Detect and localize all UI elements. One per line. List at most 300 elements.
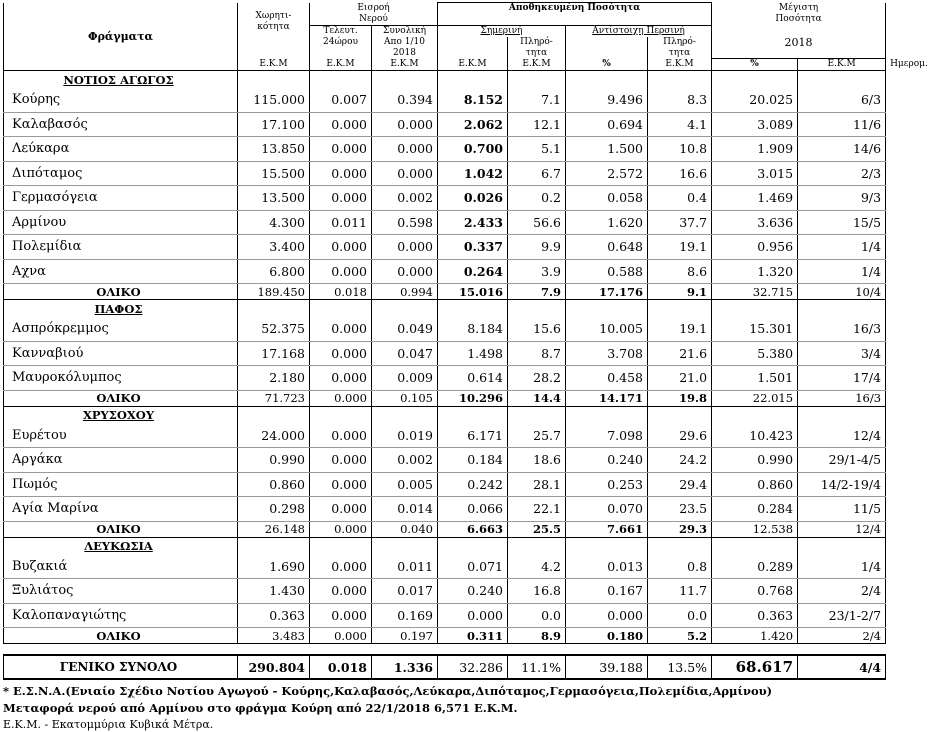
column-header-today: Σημερινή — [438, 25, 566, 37]
value-cell: 0.013 — [566, 555, 648, 579]
value-cell: 0.000 — [310, 341, 372, 366]
value-cell: 0.002 — [372, 448, 438, 473]
table-row — [4, 448, 886, 473]
value-cell — [310, 71, 372, 89]
value-cell — [566, 537, 648, 555]
value-cell: 11/5 — [798, 497, 886, 522]
value-cell: 0.000 — [372, 137, 438, 162]
value-cell: 29.4 — [648, 472, 712, 497]
column-header-fill-today: Πληρό- τητα — [508, 37, 566, 59]
value-cell: 15.6 — [508, 317, 566, 341]
value-cell — [238, 300, 310, 318]
value-cell: 0.768 — [712, 579, 798, 604]
value-cell: 25.5 — [508, 521, 566, 537]
dam-name: Κανναβιού — [4, 341, 238, 366]
value-cell: 24.000 — [238, 424, 310, 448]
value-cell: 32.286 — [438, 655, 508, 679]
column-header-inflow: Εισροή Νερού — [310, 3, 438, 26]
value-cell: 1.909 — [712, 137, 798, 162]
value-cell: 0.289 — [712, 555, 798, 579]
value-cell: 28.2 — [508, 366, 566, 391]
section-row — [4, 537, 886, 555]
value-cell — [310, 537, 372, 555]
value-cell — [238, 537, 310, 555]
value-cell: 0.197 — [372, 628, 438, 644]
value-cell: 8.9 — [508, 628, 566, 644]
value-cell: 3.400 — [238, 235, 310, 260]
value-cell: 0.000 — [310, 424, 372, 448]
value-cell: 17.176 — [566, 284, 648, 300]
value-cell: 1.430 — [238, 579, 310, 604]
value-cell: 10.296 — [438, 390, 508, 406]
table-row — [4, 341, 886, 366]
value-cell: 0.000 — [310, 137, 372, 162]
total-row — [4, 521, 886, 537]
value-cell: 8.152 — [438, 88, 508, 112]
value-cell: 0.240 — [438, 579, 508, 604]
dam-name: Καλαβασός — [4, 112, 238, 137]
value-cell: 16/3 — [798, 317, 886, 341]
value-cell: 11/6 — [798, 112, 886, 137]
column-header-ekm-today — [438, 37, 508, 59]
value-cell: 22.1 — [508, 497, 566, 522]
column-header-unit: Ε.Κ.Μ — [372, 59, 438, 71]
value-cell: 0.049 — [372, 317, 438, 341]
value-cell: 8.7 — [508, 341, 566, 366]
value-cell: 0.000 — [310, 603, 372, 628]
value-cell: 0.000 — [310, 521, 372, 537]
value-cell: 0.000 — [372, 161, 438, 186]
column-header-max-year: 2018 — [712, 37, 886, 59]
section-row — [4, 406, 886, 424]
value-cell: 0.000 — [310, 366, 372, 391]
value-cell: 0.000 — [372, 112, 438, 137]
value-cell: 13.5% — [648, 655, 712, 679]
value-cell: 0.169 — [372, 603, 438, 628]
value-cell: 0.009 — [372, 366, 438, 391]
value-cell: 6.171 — [438, 424, 508, 448]
value-cell: 32.715 — [712, 284, 798, 300]
value-cell: 0.956 — [712, 235, 798, 260]
value-cell: 0.284 — [712, 497, 798, 522]
value-cell: 0.240 — [566, 448, 648, 473]
column-header-unit: Ε.Κ.Μ — [310, 59, 372, 71]
dam-name: Αργάκα — [4, 448, 238, 473]
value-cell: 0.105 — [372, 390, 438, 406]
value-cell: 0.994 — [372, 284, 438, 300]
value-cell — [798, 537, 886, 555]
table-row — [4, 137, 886, 162]
column-header-unit: Ε.Κ.Μ — [648, 59, 712, 71]
value-cell — [438, 300, 508, 318]
value-cell: 0.167 — [566, 579, 648, 604]
dam-name: Βυζακιά — [4, 555, 238, 579]
column-header-fill-last: Πληρό- τητα — [648, 37, 712, 59]
value-cell: 21.0 — [648, 366, 712, 391]
value-cell: 4.300 — [238, 210, 310, 235]
value-cell: 15.500 — [238, 161, 310, 186]
total-row — [4, 284, 886, 300]
value-cell: 5.380 — [712, 341, 798, 366]
value-cell: 0.588 — [566, 259, 648, 284]
dam-storage-table — [3, 2, 928, 680]
value-cell: 0.8 — [648, 555, 712, 579]
value-cell: 0.000 — [310, 555, 372, 579]
section-row — [4, 300, 886, 318]
value-cell — [798, 406, 886, 424]
column-header-unit: Ε.Κ.Μ — [438, 59, 508, 71]
value-cell: 0.184 — [438, 448, 508, 473]
value-cell — [508, 406, 566, 424]
value-cell: 37.7 — [648, 210, 712, 235]
value-cell: 189.450 — [238, 284, 310, 300]
value-cell: 7.9 — [508, 284, 566, 300]
value-cell: 2/4 — [798, 579, 886, 604]
value-cell: 7.661 — [566, 521, 648, 537]
value-cell: 0.000 — [310, 472, 372, 497]
value-cell — [712, 406, 798, 424]
value-cell — [648, 406, 712, 424]
value-cell: 25.7 — [508, 424, 566, 448]
value-cell: 0.000 — [310, 579, 372, 604]
table-row — [4, 424, 886, 448]
value-cell: 0.264 — [438, 259, 508, 284]
column-header-unit: Ε.Κ.Μ — [798, 59, 886, 71]
column-header-capacity: Χωρητι- κότητα — [238, 3, 310, 59]
value-cell: 290.804 — [238, 655, 310, 679]
dam-name: Ασπρόκρεμμος — [4, 317, 238, 341]
value-cell: 0.000 — [566, 603, 648, 628]
value-cell — [566, 300, 648, 318]
dam-name: Ξυλιάτος — [4, 579, 238, 604]
value-cell: 1.469 — [712, 186, 798, 211]
footnote-units: Ε.Κ.Μ. - Εκατομμύρια Κυβικά Μέτρα. — [3, 718, 214, 731]
value-cell: 1.498 — [438, 341, 508, 366]
value-cell: 0.071 — [438, 555, 508, 579]
value-cell — [798, 71, 886, 89]
value-cell: 0.017 — [372, 579, 438, 604]
value-cell: 3/4 — [798, 341, 886, 366]
value-cell: 10.8 — [648, 137, 712, 162]
value-cell: 23.5 — [648, 497, 712, 522]
value-cell — [372, 406, 438, 424]
value-cell: 1.042 — [438, 161, 508, 186]
value-cell: 21.6 — [648, 341, 712, 366]
value-cell: 2.433 — [438, 210, 508, 235]
value-cell: 9.496 — [566, 88, 648, 112]
value-cell — [648, 300, 712, 318]
value-cell: 0.990 — [238, 448, 310, 473]
value-cell: 0.000 — [438, 603, 508, 628]
value-cell — [712, 71, 798, 89]
value-cell: 52.375 — [238, 317, 310, 341]
dam-name: Πωμός — [4, 472, 238, 497]
value-cell — [372, 71, 438, 89]
value-cell: 0.000 — [310, 259, 372, 284]
section-title: ΛΕΥΚΩΣΙΑ — [4, 537, 238, 555]
value-cell: 6.7 — [508, 161, 566, 186]
value-cell: 0.000 — [372, 235, 438, 260]
value-cell: 13.850 — [238, 137, 310, 162]
value-cell: 1.500 — [566, 137, 648, 162]
value-cell: 19.1 — [648, 235, 712, 260]
value-cell: 0.070 — [566, 497, 648, 522]
value-cell: 5.2 — [648, 628, 712, 644]
value-cell — [372, 300, 438, 318]
dam-name: Καλοπαναγιώτης — [4, 603, 238, 628]
dam-name: Αγία Μαρίνα — [4, 497, 238, 522]
value-cell: 0.363 — [238, 603, 310, 628]
value-cell: 0.000 — [310, 628, 372, 644]
value-cell: 115.000 — [238, 88, 310, 112]
value-cell: 0.002 — [372, 186, 438, 211]
table-row — [4, 555, 886, 579]
value-cell: 71.723 — [238, 390, 310, 406]
value-cell: 29.3 — [648, 521, 712, 537]
dam-name: Κούρης — [4, 88, 238, 112]
value-cell: 6.663 — [438, 521, 508, 537]
value-cell: 2/4 — [798, 628, 886, 644]
value-cell: 0.614 — [438, 366, 508, 391]
value-cell: 0.458 — [566, 366, 648, 391]
value-cell: 0.253 — [566, 472, 648, 497]
section-row — [4, 71, 886, 89]
value-cell: 9.1 — [648, 284, 712, 300]
value-cell — [566, 71, 648, 89]
table-row — [4, 366, 886, 391]
value-cell: 16/3 — [798, 390, 886, 406]
value-cell — [238, 71, 310, 89]
value-cell: 0.990 — [712, 448, 798, 473]
value-cell: 16.8 — [508, 579, 566, 604]
value-cell — [438, 71, 508, 89]
value-cell: 1.320 — [712, 259, 798, 284]
value-cell: 20.025 — [712, 88, 798, 112]
table-row — [4, 186, 886, 211]
value-cell: 0.000 — [310, 497, 372, 522]
table-body — [4, 71, 886, 680]
value-cell: 10.005 — [566, 317, 648, 341]
dam-name: Μαυροκόλυμπος — [4, 366, 238, 391]
value-cell — [798, 300, 886, 318]
value-cell: 4.1 — [648, 112, 712, 137]
value-cell: 5.1 — [508, 137, 566, 162]
value-cell: 0.4 — [648, 186, 712, 211]
value-cell: 0.363 — [712, 603, 798, 628]
table-row — [4, 317, 886, 341]
value-cell: 0.180 — [566, 628, 648, 644]
value-cell: 0.298 — [238, 497, 310, 522]
value-cell: 18.6 — [508, 448, 566, 473]
value-cell: 1/4 — [798, 555, 886, 579]
value-cell: 14/2-19/4 — [798, 472, 886, 497]
table-row — [4, 497, 886, 522]
value-cell: 22.015 — [712, 390, 798, 406]
value-cell: 1.336 — [372, 655, 438, 679]
total-row — [4, 390, 886, 406]
value-cell: 14.4 — [508, 390, 566, 406]
value-cell: 3.636 — [712, 210, 798, 235]
value-cell: 0.040 — [372, 521, 438, 537]
value-cell: 1.620 — [566, 210, 648, 235]
value-cell: 0.000 — [310, 235, 372, 260]
value-cell: 0.066 — [438, 497, 508, 522]
value-cell: 23/1-2/7 — [798, 603, 886, 628]
value-cell: 11.1% — [508, 655, 566, 679]
value-cell — [508, 300, 566, 318]
value-cell: 68.617 — [712, 655, 798, 679]
value-cell: 29/1-4/5 — [798, 448, 886, 473]
value-cell: 0.860 — [238, 472, 310, 497]
column-header-stored: Αποθηκευμένη Ποσότητα — [438, 3, 712, 26]
value-cell: 0.011 — [310, 210, 372, 235]
value-cell: 0.694 — [566, 112, 648, 137]
value-cell: 28.1 — [508, 472, 566, 497]
value-cell: 11.7 — [648, 579, 712, 604]
value-cell: 0.058 — [566, 186, 648, 211]
value-cell: 10/4 — [798, 284, 886, 300]
value-cell: 0.018 — [310, 655, 372, 679]
value-cell: 26.148 — [238, 521, 310, 537]
value-cell: 24.2 — [648, 448, 712, 473]
section-title: ΠΑΦΟΣ — [4, 300, 238, 318]
column-header-unit: % — [566, 59, 648, 71]
value-cell: 9.9 — [508, 235, 566, 260]
dam-name: ΟΛΙΚΟ — [4, 284, 238, 300]
value-cell: 0.311 — [438, 628, 508, 644]
value-cell: 1.420 — [712, 628, 798, 644]
dam-name: ΟΛΙΚΟ — [4, 521, 238, 537]
column-header-last-year: Αντίστοιχη Περσινή — [566, 25, 712, 37]
dam-name: Γερμασόγεια — [4, 186, 238, 211]
value-cell: 0.047 — [372, 341, 438, 366]
total-row — [4, 628, 886, 644]
footnote-transfer: Μεταφορά νερού από Αρμίνου στο φράγμα Κούρη από 22/1/2018 6,571 Ε.Κ.Μ. — [3, 701, 518, 715]
value-cell: 29.6 — [648, 424, 712, 448]
column-header-max: Μέγιστη Ποσότητα — [712, 3, 886, 37]
value-cell — [438, 537, 508, 555]
column-header-total-since: Συνολική Απο 1/10 2018 — [372, 25, 438, 59]
column-header-dams: Φράγματα — [4, 3, 238, 71]
value-cell: 6/3 — [798, 88, 886, 112]
dam-name: Ευρέτου — [4, 424, 238, 448]
column-header-last24: Τελευτ. 24ώρου — [310, 25, 372, 59]
value-cell: 2.572 — [566, 161, 648, 186]
value-cell: 3.708 — [566, 341, 648, 366]
value-cell: 1.690 — [238, 555, 310, 579]
value-cell: 3.015 — [712, 161, 798, 186]
value-cell — [310, 406, 372, 424]
value-cell: 0.014 — [372, 497, 438, 522]
value-cell: 15.016 — [438, 284, 508, 300]
value-cell — [566, 406, 648, 424]
value-cell: 13.500 — [238, 186, 310, 211]
value-cell: 3.089 — [712, 112, 798, 137]
table-row — [4, 210, 886, 235]
grand-total-label: ΓΕΝΙΚΟ ΣΥΝΟΛΟ — [4, 655, 238, 679]
value-cell: 0.018 — [310, 284, 372, 300]
value-cell: 3.483 — [238, 628, 310, 644]
table-row — [4, 235, 886, 260]
section-title: ΝΟΤΙΟΣ ΑΓΩΓΟΣ — [4, 71, 238, 89]
value-cell: 4/4 — [798, 655, 886, 679]
spacer — [4, 644, 886, 656]
value-cell: 8.6 — [648, 259, 712, 284]
value-cell: 14/6 — [798, 137, 886, 162]
table-row — [4, 112, 886, 137]
column-header-unit: Ε.Κ.Μ — [508, 59, 566, 71]
value-cell — [238, 406, 310, 424]
value-cell: 19.8 — [648, 390, 712, 406]
value-cell: 0.000 — [310, 112, 372, 137]
value-cell: 0.026 — [438, 186, 508, 211]
table-header: Φράγματα Χωρητι- κότητα Εισροή Νερού Αποθηκευμένη Ποσότητα Μέγιστη Ποσότητα Τελευτ. 24ώρου Συνολική Απο 1/10 2018 Σημερινή Αντίστοιχη Περσινή Πληρό- τητα Πληρό- τητα 2018 Ε.Κ.Μ Ε.Κ.Μ Ε.Κ.Μ Ε.Κ.Μ Ε.Κ.Μ % Ε.Κ.Μ % Ε.Κ.Μ Ημερομ. — [4, 3, 886, 71]
value-cell — [712, 537, 798, 555]
dam-name: Αρμίνου — [4, 210, 238, 235]
column-header-unit: Ε.Κ.Μ — [238, 59, 310, 71]
value-cell: 0.005 — [372, 472, 438, 497]
value-cell: 0.2 — [508, 186, 566, 211]
value-cell: 0.000 — [310, 186, 372, 211]
table-row — [4, 88, 886, 112]
value-cell: 15.301 — [712, 317, 798, 341]
table-row — [4, 259, 886, 284]
value-cell: 12/4 — [798, 521, 886, 537]
value-cell — [508, 71, 566, 89]
value-cell: 1.501 — [712, 366, 798, 391]
value-cell: 0.242 — [438, 472, 508, 497]
value-cell: 0.0 — [508, 603, 566, 628]
value-cell: 39.188 — [566, 655, 648, 679]
value-cell: 0.598 — [372, 210, 438, 235]
value-cell: 0.000 — [310, 317, 372, 341]
value-cell: 19.1 — [648, 317, 712, 341]
column-header-ekm-last — [566, 37, 648, 59]
dam-name: Πολεμίδια — [4, 235, 238, 260]
value-cell: 2.062 — [438, 112, 508, 137]
value-cell: 15/5 — [798, 210, 886, 235]
grand-total-row — [4, 655, 886, 679]
value-cell: 0.648 — [566, 235, 648, 260]
value-cell: 0.000 — [310, 448, 372, 473]
value-cell: 0.337 — [438, 235, 508, 260]
dam-name: Αχνα — [4, 259, 238, 284]
table-row — [4, 161, 886, 186]
value-cell — [310, 300, 372, 318]
dam-name: ΟΛΙΚΟ — [4, 628, 238, 644]
value-cell — [372, 537, 438, 555]
table-row — [4, 579, 886, 604]
value-cell: 2.180 — [238, 366, 310, 391]
value-cell: 56.6 — [508, 210, 566, 235]
value-cell: 0.007 — [310, 88, 372, 112]
value-cell — [508, 537, 566, 555]
dam-name: ΟΛΙΚΟ — [4, 390, 238, 406]
column-header-unit: % — [712, 59, 798, 71]
value-cell: 17.100 — [238, 112, 310, 137]
value-cell: 17.168 — [238, 341, 310, 366]
value-cell — [648, 71, 712, 89]
value-cell: 0.860 — [712, 472, 798, 497]
value-cell: 0.394 — [372, 88, 438, 112]
value-cell: 2/3 — [798, 161, 886, 186]
dam-name: Λεύκαρα — [4, 137, 238, 162]
value-cell: 9/3 — [798, 186, 886, 211]
value-cell: 8.3 — [648, 88, 712, 112]
value-cell: 0.000 — [310, 390, 372, 406]
footnote-esna: * Ε.Σ.Ν.Α.(Ενιαίο Σχέδιο Νοτίου Αγωγού - Κούρης,Καλαβασός,Λεύκαρα,Διπόταμος,Γερμασόγεια,Πολεμίδια,Αρμίνου) — [3, 684, 773, 698]
value-cell: 0.000 — [372, 259, 438, 284]
